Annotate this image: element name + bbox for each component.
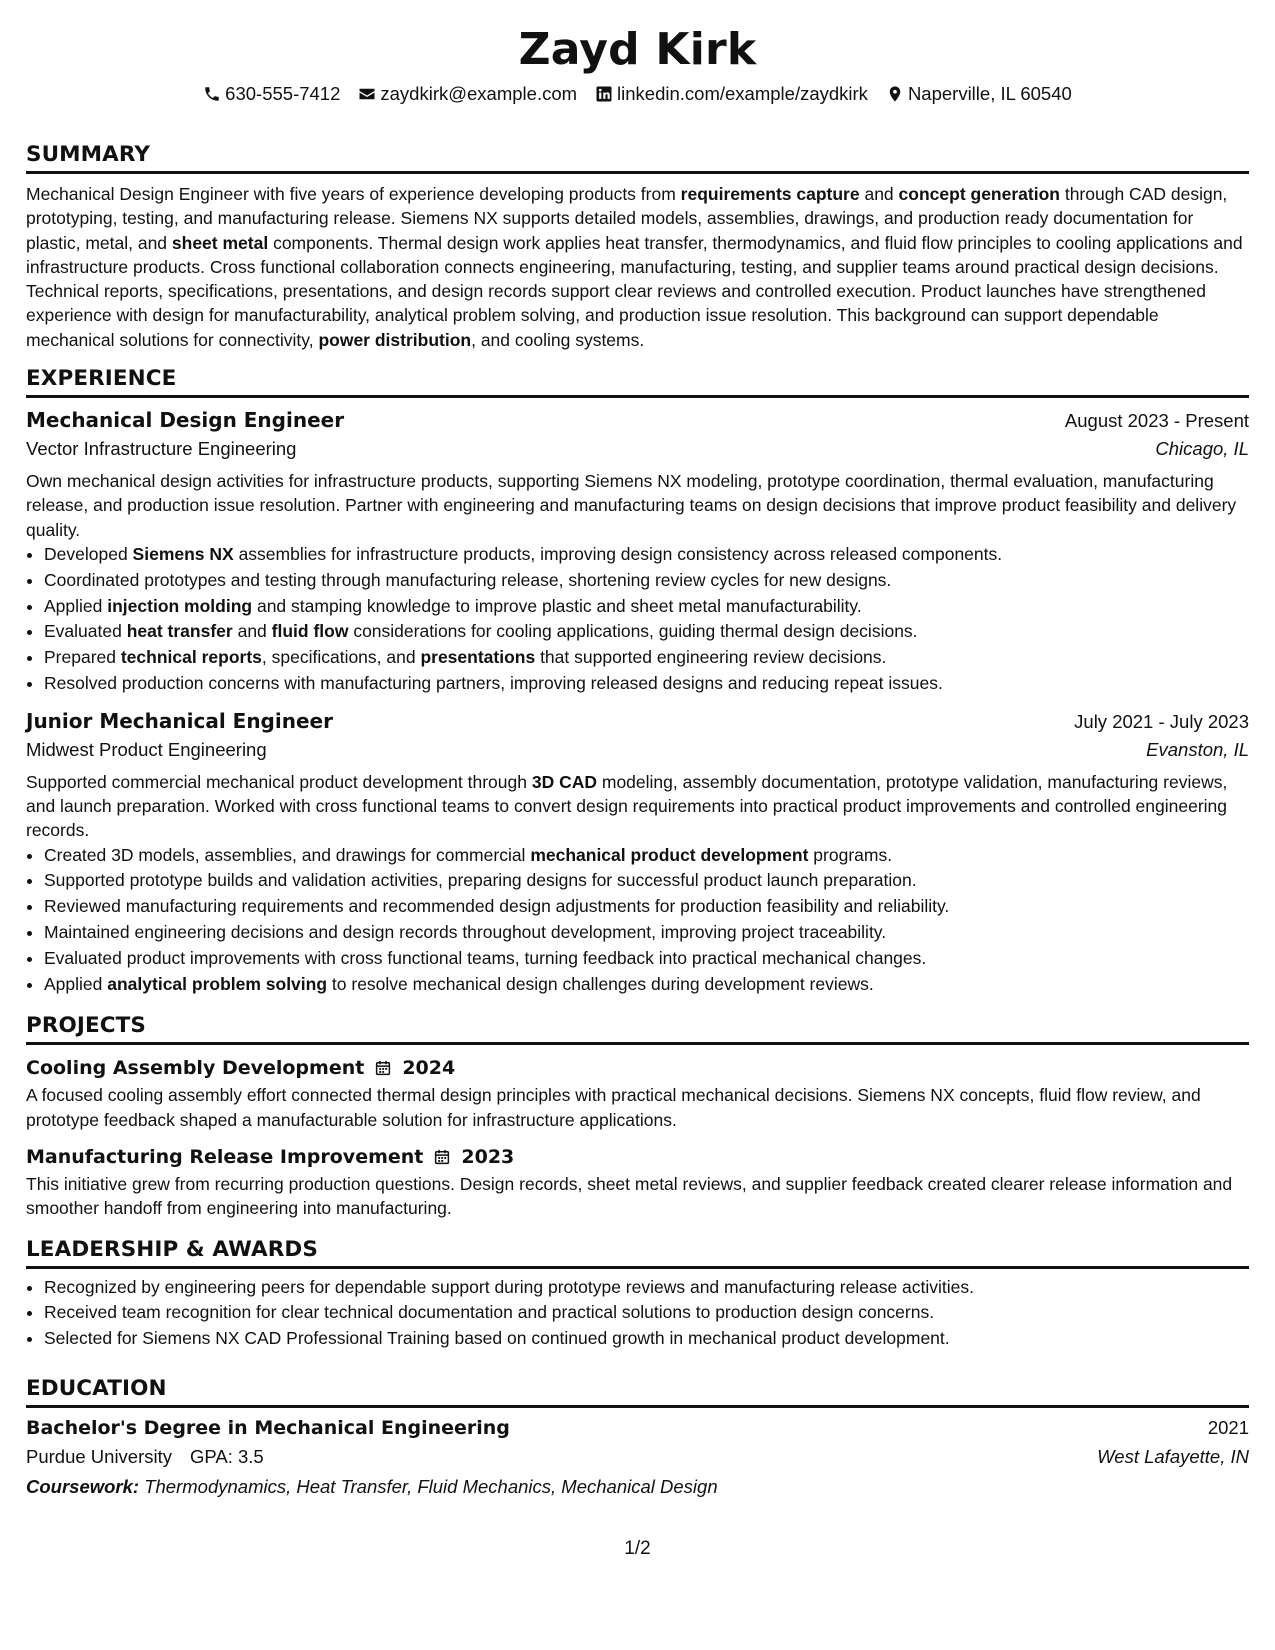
text-run: , and cooling systems. bbox=[471, 329, 645, 350]
text-run: Applied bbox=[44, 595, 108, 616]
project-title: Manufacturing Release Improvement bbox=[26, 1146, 424, 1169]
envelope-icon bbox=[358, 85, 376, 103]
email-link[interactable]: zaydkirk@example.com bbox=[380, 83, 578, 104]
phone-text: 630-555-7412 bbox=[225, 83, 341, 104]
summary-text bbox=[26, 182, 1249, 352]
calendar-icon bbox=[374, 1059, 392, 1077]
bullet-item bbox=[44, 868, 1249, 894]
education-year: 2021 bbox=[1207, 1417, 1249, 1438]
contact-location bbox=[886, 82, 1072, 106]
job-title: Junior Mechanical Engineer bbox=[26, 708, 333, 733]
job-company-row bbox=[26, 435, 1249, 463]
bullet-item bbox=[44, 542, 1249, 568]
text-run: components. Thermal design work applies heat transfer, thermodynamics, and fluid flow principles to cooling applications and infrastructure products. Cross functional collaboration connects engineering, manufacturing, testing, and supplier teams around practical design decisions. Technical reports, specifications, presentations, and design records support clear reviews and controlled execution. Product launches have strengthened experience with design for manufacturability, analytical problem solving, and production issue resolution. This background can support dependable mechanical solutions for connectivity, bbox=[26, 232, 1243, 350]
projects-heading: PROJECTS bbox=[26, 1013, 1249, 1045]
coursework-label: Coursework: bbox=[26, 1476, 140, 1497]
bullet-item bbox=[44, 645, 1249, 671]
job-bullets bbox=[26, 542, 1249, 697]
project-header bbox=[26, 1144, 1249, 1170]
bullet-item bbox=[44, 972, 1249, 998]
emphasis-text: presentations bbox=[420, 647, 536, 668]
project-title: Cooling Assembly Development bbox=[26, 1057, 365, 1080]
text-run: that supported engineering review decisions. bbox=[535, 647, 887, 668]
job-company: Midwest Product Engineering bbox=[26, 738, 267, 760]
job-location: Chicago, IL bbox=[1155, 438, 1249, 460]
candidate-name: Zayd Kirk bbox=[518, 24, 757, 75]
text-run: Prepared bbox=[44, 647, 121, 668]
text-run: Reviewed manufacturing requirements and recommended design adjustments for production feasibility and reliability. bbox=[44, 896, 950, 917]
contact-linkedin[interactable] bbox=[595, 82, 868, 106]
job-header-row bbox=[26, 707, 1249, 736]
text-run: Resolved production concerns with manufacturing partners, improving released designs and reducing repeat issues. bbox=[44, 672, 943, 693]
project-year: 2024 bbox=[402, 1057, 456, 1080]
resume-page bbox=[26, 0, 1249, 1502]
education-school: Purdue University bbox=[26, 1446, 173, 1467]
education-degree: Bachelor's Degree in Mechanical Engineering bbox=[26, 1417, 510, 1439]
text-run: and bbox=[232, 621, 272, 642]
text-run: , specifications, and bbox=[261, 647, 421, 668]
text-run: considerations for cooling applications, guiding thermal design decisions. bbox=[348, 621, 918, 642]
list-item: • Received team recognition for clear technical documentation and practical solutions to production design concerns. bbox=[44, 1300, 1249, 1326]
job-company-row bbox=[26, 736, 1249, 764]
job-description bbox=[26, 770, 1249, 843]
emphasis-text: requirements capture bbox=[680, 184, 860, 204]
project-entry bbox=[26, 1144, 1249, 1221]
emphasis-text: Siemens NX bbox=[132, 543, 234, 564]
text-run: Maintained engineering decisions and design records throughout development, improving project traceability. bbox=[44, 922, 887, 943]
list-item: • Selected for Siemens NX CAD Professional Training based on continued growth in mechanical product development. bbox=[44, 1326, 1249, 1352]
text-run: and bbox=[859, 184, 899, 204]
text-run: Own mechanical design activities for infrastructure products, supporting Siemens NX modeling, prototype coordination, thermal evaluation, manufacturing release, and production issue resolution. Partner with engineering and manufacturing teams on design decisions that improve product feasibility and delivery quality. bbox=[26, 471, 1237, 540]
job-location: Evanston, IL bbox=[1146, 738, 1249, 760]
linkedin-icon bbox=[595, 85, 613, 103]
education-heading: EDUCATION bbox=[26, 1376, 1249, 1408]
education-location: West Lafayette, IN bbox=[1097, 1446, 1249, 1467]
emphasis-text: heat transfer bbox=[126, 621, 233, 642]
calendar-icon bbox=[433, 1148, 451, 1166]
job-bullets bbox=[26, 843, 1249, 998]
emphasis-text: fluid flow bbox=[271, 621, 349, 642]
contact-email[interactable] bbox=[358, 82, 577, 106]
text-run: Mechanical Design Engineer with five years of experience developing products from bbox=[26, 184, 681, 204]
emphasis-text: concept generation bbox=[898, 184, 1060, 204]
text-run: Created 3D models, assemblies, and drawings for commercial bbox=[44, 844, 531, 865]
text-run: Coordinated prototypes and testing through manufacturing release, shortening review cycles for new designs. bbox=[44, 569, 892, 590]
text-run: programs. bbox=[808, 844, 893, 865]
job-entry bbox=[26, 707, 1249, 998]
text-run: Evaluated bbox=[44, 621, 127, 642]
list-item: • Recognized by engineering peers for dependable support during prototype reviews and manufacturing release activities. bbox=[44, 1275, 1249, 1301]
bullet-item bbox=[44, 843, 1249, 869]
job-description bbox=[26, 469, 1249, 542]
bullet-item bbox=[44, 920, 1249, 946]
bullet-item bbox=[44, 946, 1249, 972]
leadership-heading: LEADERSHIP & AWARDS bbox=[26, 1237, 1249, 1269]
emphasis-text: technical reports bbox=[120, 647, 262, 668]
project-entry bbox=[26, 1055, 1249, 1132]
bullet-item bbox=[44, 619, 1249, 645]
linkedin-link[interactable]: linkedin.com/example/zaydkirk bbox=[617, 83, 868, 104]
job-header-row bbox=[26, 406, 1249, 435]
text-run: through CAD design, prototyping, testing, and manufacturing release. Siemens NX supports detailed models, assemblies, drawings, and production ready documentation for plastic, metal, and bbox=[26, 184, 1228, 253]
text-run: assemblies for infrastructure products, improving design consistency across released components. bbox=[233, 543, 1003, 564]
project-description: A focused cooling assembly effort connected thermal design principles with practical mechanical decisions. Siemens NX concepts, fluid flow review, and prototype feedback shaped a manufacturable solution for infrastructure applications. bbox=[26, 1085, 1201, 1130]
bullet-item bbox=[44, 568, 1249, 594]
map-pin-icon bbox=[886, 85, 904, 103]
text-run: Supported prototype builds and validation activities, preparing designs for successful product launch preparation. bbox=[44, 870, 917, 891]
location-text: Naperville, IL 60540 bbox=[907, 83, 1072, 104]
page-number: 1/2 bbox=[624, 1538, 651, 1559]
emphasis-text: injection molding bbox=[107, 595, 253, 616]
bullet-item bbox=[44, 894, 1249, 920]
job-entry bbox=[26, 406, 1249, 697]
text-run: Supported commercial mechanical product development through bbox=[26, 771, 532, 792]
education-gpa: GPA: 3.5 bbox=[190, 1446, 264, 1467]
bullet-item bbox=[44, 594, 1249, 620]
phone-icon bbox=[203, 85, 221, 103]
text-run: and stamping knowledge to improve plastic and sheet metal manufacturability. bbox=[252, 595, 862, 616]
emphasis-text: analytical problem solving bbox=[107, 973, 328, 994]
contact-bar bbox=[26, 82, 1249, 106]
education-degree-row bbox=[26, 1414, 1249, 1442]
project-header bbox=[26, 1055, 1249, 1081]
bullet-item bbox=[44, 671, 1249, 697]
text-run: Evaluated product improvements with cross functional teams, turning feedback into practical mechanical changes. bbox=[44, 947, 927, 968]
emphasis-text: sheet metal bbox=[171, 232, 269, 253]
project-year: 2023 bbox=[461, 1146, 515, 1169]
summary-heading: SUMMARY bbox=[26, 142, 1249, 174]
emphasis-text: power distribution bbox=[318, 329, 472, 350]
text-run: to resolve mechanical design challenges during development reviews. bbox=[327, 973, 874, 994]
job-dates: July 2021 - July 2023 bbox=[1074, 710, 1249, 732]
emphasis-text: 3D CAD bbox=[531, 771, 597, 792]
emphasis-text: mechanical product development bbox=[530, 844, 809, 865]
education-coursework bbox=[26, 1472, 1249, 1502]
text-run: Developed bbox=[44, 543, 133, 564]
text-run: modeling, assembly documentation, prototype validation, manufacturing reviews, and launch preparation. Worked with cross functional teams to convert design requirements into practical product improvements and controlled engineering records. bbox=[26, 771, 1228, 841]
leadership-list bbox=[26, 1275, 1249, 1352]
job-title: Mechanical Design Engineer bbox=[26, 408, 345, 433]
project-description: This initiative grew from recurring production questions. Design records, sheet metal reviews, and supplier feedback created clearer release information and smoother handoff from engineering into manufacturing. bbox=[26, 1174, 1233, 1219]
job-company: Vector Infrastructure Engineering bbox=[26, 438, 297, 460]
education-school-row bbox=[26, 1442, 1249, 1472]
text-run: Applied bbox=[44, 973, 108, 994]
education-school-group bbox=[26, 1442, 264, 1472]
job-dates: August 2023 - Present bbox=[1064, 410, 1249, 432]
coursework-list: Thermodynamics, Heat Transfer, Fluid Mechanics, Mechanical Design bbox=[144, 1476, 718, 1497]
contact-phone bbox=[203, 82, 340, 106]
experience-heading: EXPERIENCE bbox=[26, 366, 1249, 398]
